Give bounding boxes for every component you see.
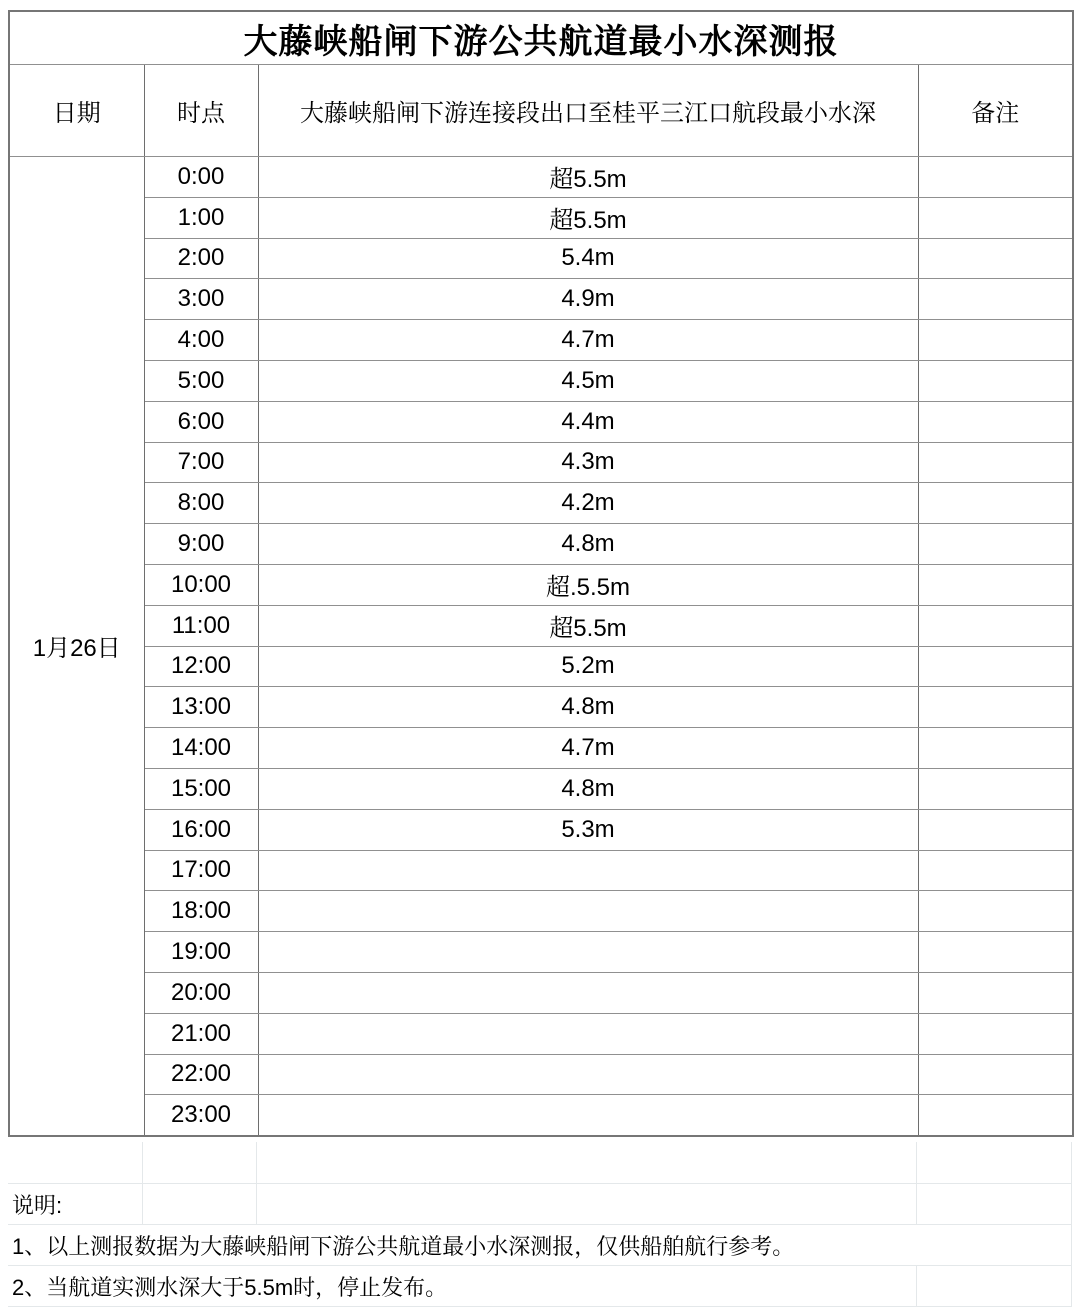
depth-cell (258, 891, 918, 932)
report-table-body (9, 11, 1073, 1136)
time-cell: 22:00 (144, 1054, 258, 1095)
remark-cell (918, 401, 1073, 442)
time-cell: 9:00 (144, 524, 258, 565)
remark-cell (918, 646, 1073, 687)
table-row (9, 1095, 1073, 1136)
time-cell: 14:00 (144, 728, 258, 769)
notes-label: 说明: (8, 1184, 143, 1224)
table-row (9, 932, 1073, 973)
table-row (9, 157, 1073, 198)
spacer-row (8, 1142, 1072, 1184)
depth-cell: 4.7m (258, 320, 918, 361)
table-row (9, 687, 1073, 728)
header-row (9, 65, 1073, 157)
col-header-date: 日期 (9, 65, 144, 157)
note-1: 1、以上测报数据为大藤峡船闸下游公共航道最小水深测报，仅供船舶航行参考。 (8, 1225, 1072, 1265)
table-row (9, 768, 1073, 809)
depth-cell (258, 972, 918, 1013)
depth-cell (258, 1054, 918, 1095)
remark-cell (918, 320, 1073, 361)
table-row (9, 442, 1073, 483)
time-cell: 23:00 (144, 1095, 258, 1136)
col-header-depth: 大藤峡船闸下游连接段出口至桂平三江口航段最小水深 (258, 65, 918, 157)
depth-report-table (8, 10, 1074, 1137)
remark-cell (918, 442, 1073, 483)
depth-cell: 4.7m (258, 728, 918, 769)
depth-cell (258, 1095, 918, 1136)
time-cell: 21:00 (144, 1013, 258, 1054)
note-2: 2、当航道实测水深大于5.5m时，停止发布。 (8, 1266, 917, 1306)
time-cell: 5:00 (144, 360, 258, 401)
title-row (9, 11, 1073, 65)
time-cell: 6:00 (144, 401, 258, 442)
remark-cell (918, 687, 1073, 728)
remark-cell (918, 809, 1073, 850)
time-cell: 15:00 (144, 768, 258, 809)
remark-cell (918, 1054, 1073, 1095)
remark-cell (918, 850, 1073, 891)
depth-cell (258, 1013, 918, 1054)
time-cell: 3:00 (144, 279, 258, 320)
remark-cell (918, 524, 1073, 565)
remark-cell (918, 157, 1073, 198)
table-row (9, 646, 1073, 687)
remark-cell (918, 564, 1073, 605)
time-cell: 20:00 (144, 972, 258, 1013)
depth-cell: 4.8m (258, 524, 918, 565)
table-row (9, 197, 1073, 238)
table-row (9, 483, 1073, 524)
time-cell: 17:00 (144, 850, 258, 891)
table-row (9, 1013, 1073, 1054)
table-row (9, 238, 1073, 279)
note-row (8, 1266, 1072, 1307)
spacer-cell (917, 1142, 1072, 1183)
depth-cell: 超5.5m (258, 197, 918, 238)
table-row (9, 564, 1073, 605)
remark-cell (918, 605, 1073, 646)
remark-cell (918, 1013, 1073, 1054)
time-cell: 18:00 (144, 891, 258, 932)
remark-cell (918, 1095, 1073, 1136)
time-cell: 0:00 (144, 157, 258, 198)
depth-cell: 4.5m (258, 360, 918, 401)
time-cell: 4:00 (144, 320, 258, 361)
remark-cell (918, 972, 1073, 1013)
empty-cell (257, 1184, 917, 1224)
footer-section (8, 1142, 1072, 1307)
table-row (9, 891, 1073, 932)
depth-cell: 4.8m (258, 687, 918, 728)
table-row (9, 320, 1073, 361)
depth-cell: 超.5.5m (258, 564, 918, 605)
depth-cell: 5.4m (258, 238, 918, 279)
table-row (9, 809, 1073, 850)
depth-cell: 4.2m (258, 483, 918, 524)
remark-cell (918, 932, 1073, 973)
date-cell: 1月26日 (9, 157, 144, 1136)
spacer-cell (257, 1142, 917, 1183)
depth-cell: 5.3m (258, 809, 918, 850)
time-cell: 19:00 (144, 932, 258, 973)
depth-cell: 4.9m (258, 279, 918, 320)
table-row (9, 279, 1073, 320)
empty-cell (917, 1266, 1072, 1306)
depth-cell: 4.4m (258, 401, 918, 442)
spacer-cell (8, 1142, 143, 1183)
depth-cell: 超5.5m (258, 157, 918, 198)
table-row (9, 1054, 1073, 1095)
table-row (9, 605, 1073, 646)
remark-cell (918, 360, 1073, 401)
time-cell: 12:00 (144, 646, 258, 687)
remark-cell (918, 891, 1073, 932)
remark-cell (918, 238, 1073, 279)
remark-cell (918, 197, 1073, 238)
page-title: 大藤峡船闸下游公共航道最小水深测报 (9, 11, 1073, 65)
time-cell: 10:00 (144, 564, 258, 605)
table-row (9, 401, 1073, 442)
empty-cell (143, 1184, 257, 1224)
note-row (8, 1225, 1072, 1266)
remark-cell (918, 483, 1073, 524)
depth-cell (258, 850, 918, 891)
remark-cell (918, 768, 1073, 809)
remark-cell (918, 279, 1073, 320)
time-cell: 1:00 (144, 197, 258, 238)
table-row (9, 850, 1073, 891)
time-cell: 11:00 (144, 605, 258, 646)
depth-cell (258, 932, 918, 973)
time-cell: 16:00 (144, 809, 258, 850)
spacer-cell (143, 1142, 257, 1183)
depth-cell: 超5.5m (258, 605, 918, 646)
time-cell: 7:00 (144, 442, 258, 483)
time-cell: 13:00 (144, 687, 258, 728)
depth-cell: 4.3m (258, 442, 918, 483)
table-row (9, 524, 1073, 565)
depth-cell: 5.2m (258, 646, 918, 687)
col-header-remark: 备注 (918, 65, 1073, 157)
col-header-time: 时点 (144, 65, 258, 157)
time-cell: 8:00 (144, 483, 258, 524)
remark-cell (918, 728, 1073, 769)
table-row (9, 360, 1073, 401)
time-cell: 2:00 (144, 238, 258, 279)
depth-cell: 4.8m (258, 768, 918, 809)
table-row (9, 728, 1073, 769)
empty-cell (917, 1184, 1072, 1224)
table-row (9, 972, 1073, 1013)
notes-label-row (8, 1184, 1072, 1225)
